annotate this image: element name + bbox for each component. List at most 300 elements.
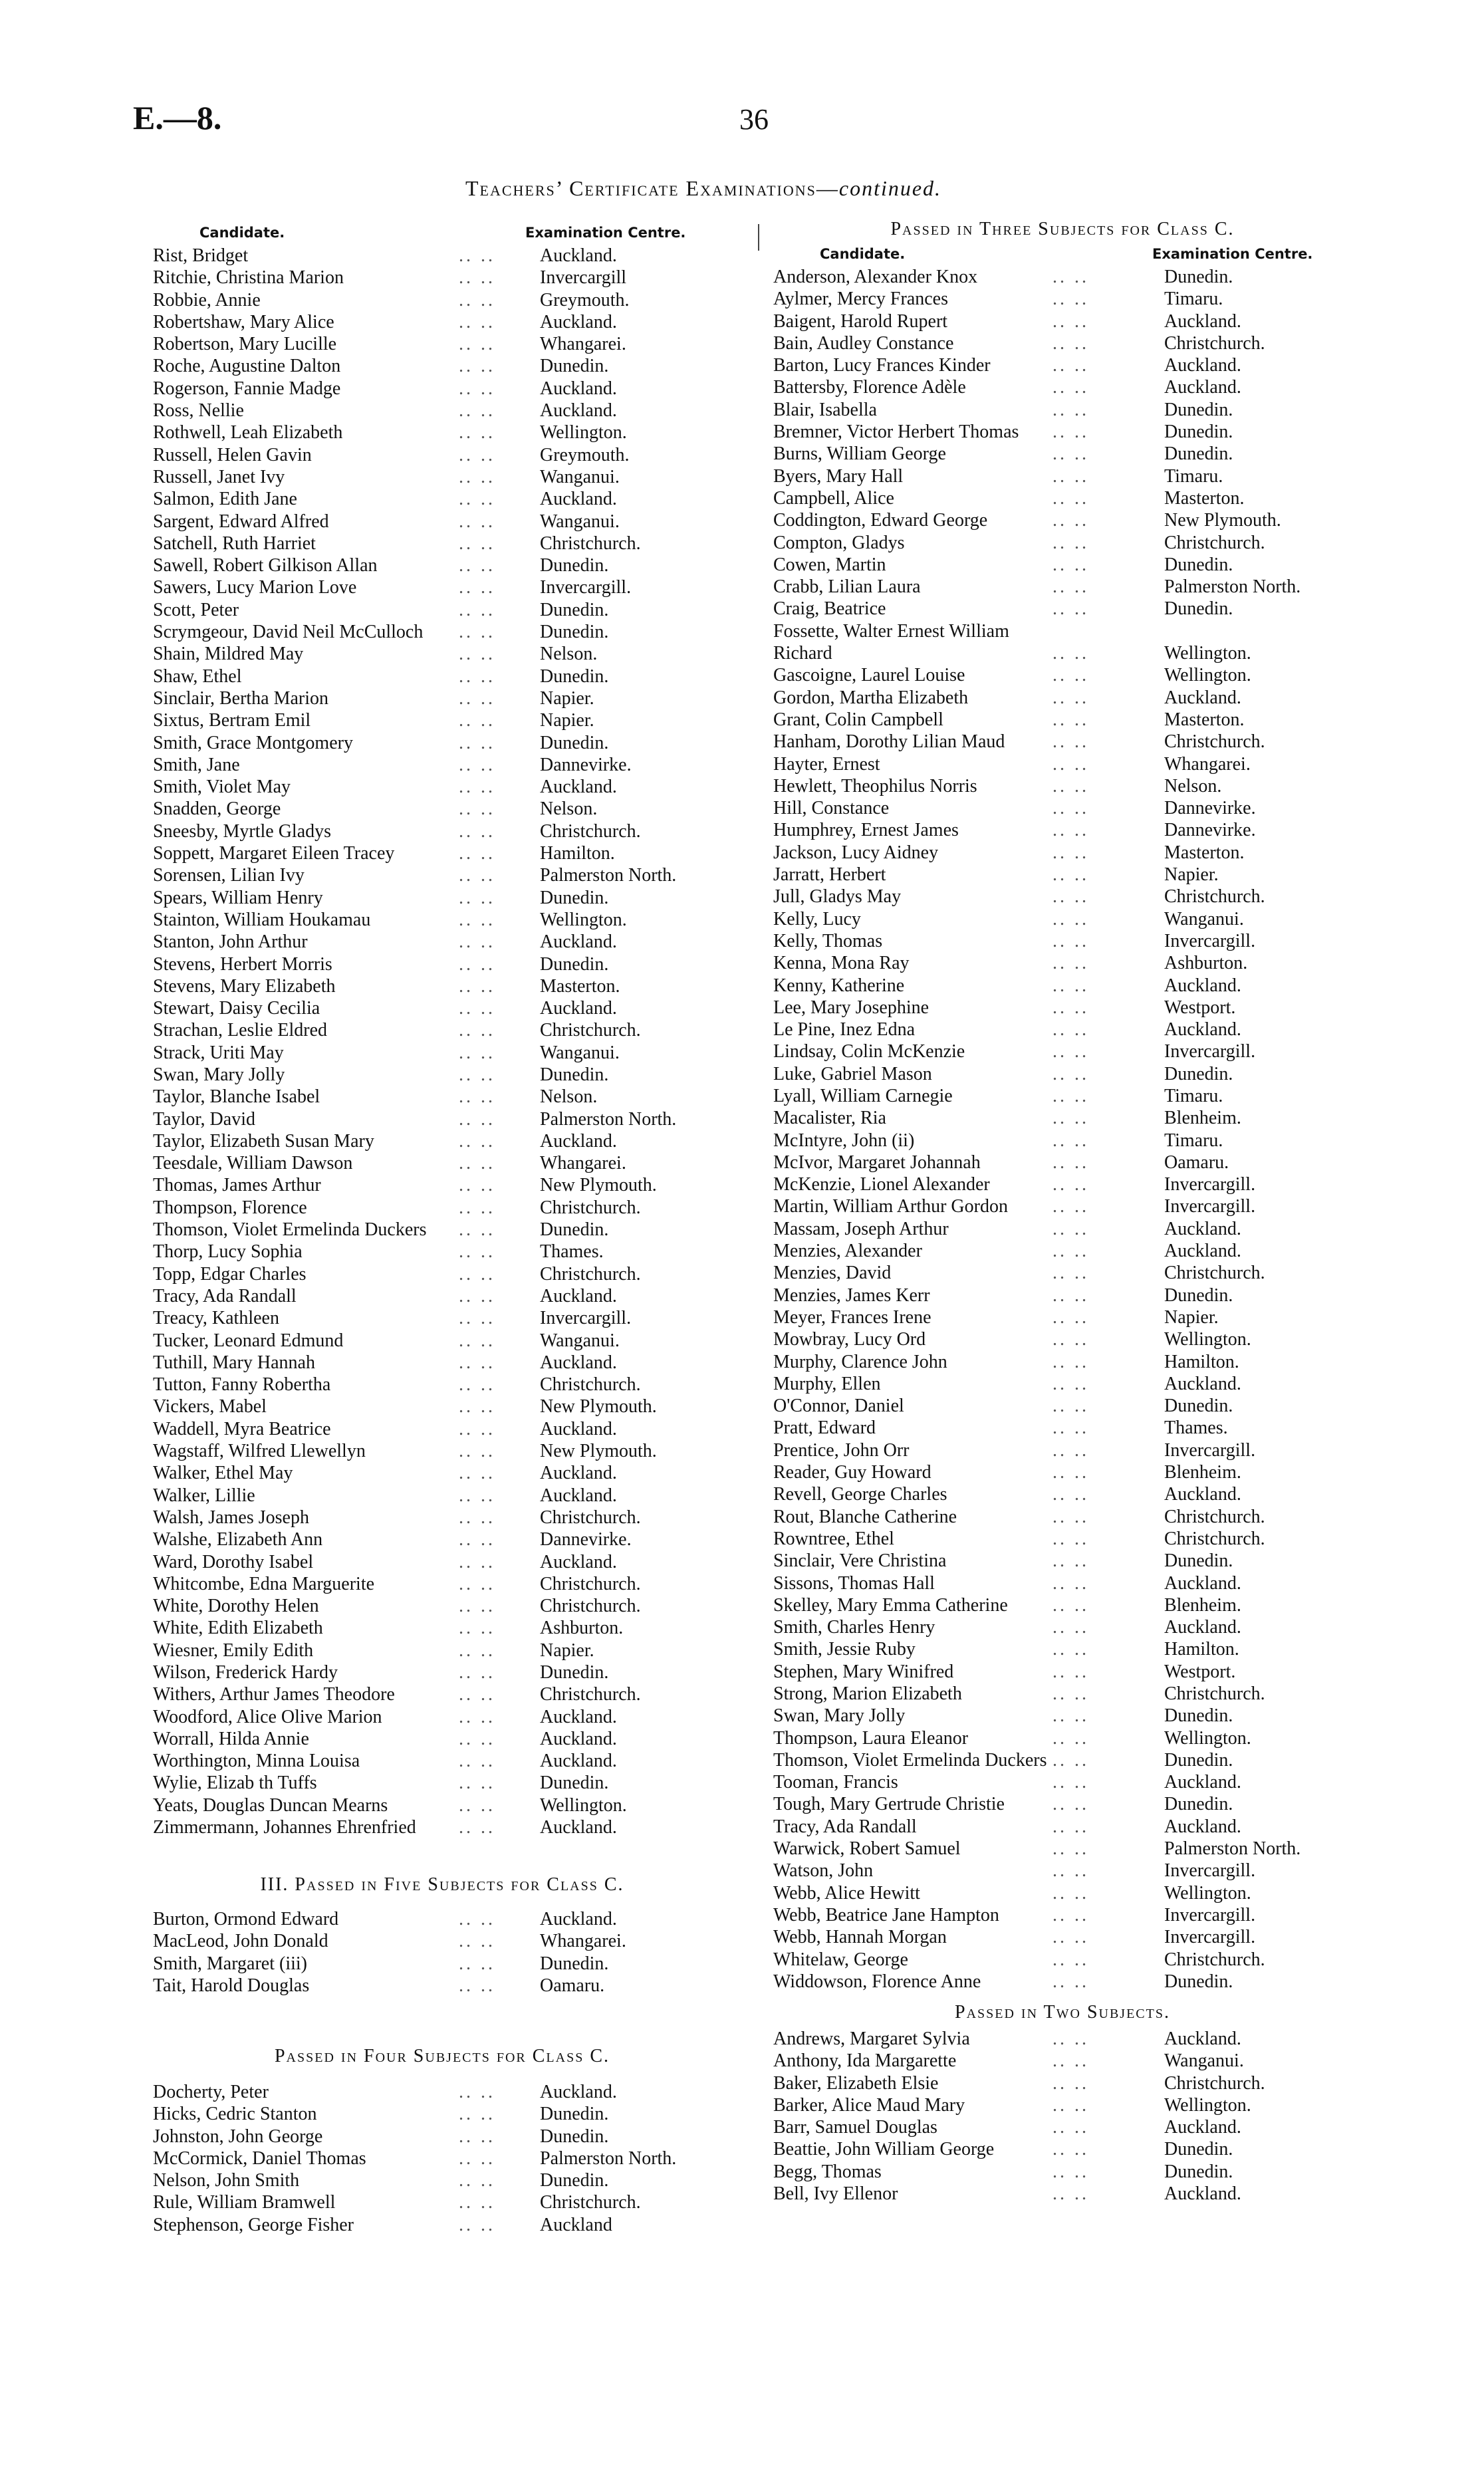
candidate-name: Lindsay, Colin McKenzie [773, 1041, 965, 1062]
candidate-name: Bain, Audley Constance [773, 332, 954, 354]
leader-dots: .. .. [459, 2170, 495, 2191]
examination-centre: Auckland [540, 2214, 612, 2235]
examination-centre: Auckland. [540, 1751, 617, 1772]
examination-centre: Dunedin. [540, 953, 609, 975]
list-item [773, 1041, 1352, 1062]
candidate-name: Rogerson, Fannie Madge [153, 378, 341, 399]
candidate-name: Smith, Grace Montgomery [153, 732, 353, 753]
list-item [773, 775, 1352, 797]
candidate-name: Teesdale, William Dawson [153, 1153, 353, 1174]
list-item [153, 355, 731, 377]
examination-centre: Hamilton. [1164, 1639, 1239, 1660]
leader-dots: .. .. [1052, 2029, 1089, 2049]
candidate-name: Crabb, Lilian Laura [773, 576, 921, 598]
examination-centre: Nelson. [540, 1086, 598, 1108]
list-item [153, 1930, 731, 1952]
leader-dots: .. .. [459, 1931, 495, 1952]
list-item [153, 975, 731, 997]
leader-dots: .. .. [459, 1197, 495, 1218]
leader-dots: .. .. [1052, 1019, 1089, 1041]
candidate-name: Lyall, William Carnegie [773, 1085, 953, 1106]
list-item [153, 1662, 731, 1683]
examination-centre: Dunedin. [540, 2126, 609, 2147]
candidate-name: Bremner, Victor Herbert Thomas [773, 422, 1019, 443]
examination-centre: Hamilton. [540, 843, 615, 864]
leader-dots: .. .. [1052, 1594, 1089, 1616]
leader-dots: .. .. [1052, 1794, 1089, 1815]
leader-dots: .. .. [459, 599, 495, 620]
examination-centre: Auckland. [540, 1285, 617, 1306]
leader-dots: .. .. [1052, 1927, 1089, 1948]
list-item [153, 378, 731, 400]
list-item [153, 887, 731, 909]
list-item [773, 975, 1352, 997]
list-item [153, 1130, 731, 1152]
leader-dots: .. .. [459, 1485, 495, 1506]
examination-centre: Dunedin. [540, 1773, 609, 1794]
leader-dots: .. .. [459, 1086, 495, 1108]
list-item [773, 399, 1352, 421]
candidate-name: Strong, Marion Elizabeth [773, 1683, 962, 1704]
examination-centre: Blenheim. [1164, 1594, 1241, 1616]
leader-dots: .. .. [1052, 2139, 1089, 2160]
candidate-name: Meyer, Frances Irene [773, 1306, 931, 1328]
examination-centre: Christchurch. [1164, 1506, 1265, 1527]
list-item [773, 1838, 1352, 1860]
leader-dots: .. .. [1052, 665, 1089, 686]
examination-centre: Invercargill. [1164, 1860, 1256, 1882]
list-item [153, 709, 731, 731]
list-item [773, 1373, 1352, 1395]
candidate-name: Murphy, Clarence John [773, 1351, 947, 1372]
examination-centre: Dunedin. [1164, 1705, 1233, 1727]
list-item [153, 576, 731, 598]
list-item [773, 1528, 1352, 1550]
candidate-name: Treacy, Kathleen [153, 1308, 279, 1329]
leader-dots: .. .. [459, 644, 495, 665]
list-item [773, 1661, 1352, 1683]
leader-dots: .. .. [1052, 1418, 1089, 1439]
list-item [153, 1816, 731, 1838]
candidate-name: Swan, Mary Jolly [153, 1064, 285, 1085]
leader-dots: .. .. [459, 1441, 495, 1462]
leader-dots: .. .. [1052, 2183, 1089, 2205]
leader-dots: .. .. [1052, 1971, 1089, 1992]
candidate-name: Burton, Ormond Edward [153, 1909, 339, 1929]
list-item [153, 1108, 731, 1130]
list-item [773, 1550, 1352, 1572]
candidate-name: Stewart, Daisy Cecilia [153, 998, 320, 1019]
list-item [773, 1019, 1352, 1041]
candidate-name: Humphrey, Ernest James [773, 820, 959, 841]
candidate-name: Byers, Mary Hall [773, 465, 904, 487]
leader-dots: .. .. [1052, 1218, 1089, 1239]
candidate-name: Docherty, Peter [153, 2082, 269, 2102]
list-item [773, 886, 1352, 908]
list-item [153, 1551, 731, 1573]
leader-dots: .. .. [1052, 1705, 1089, 1727]
candidate-name: Anderson, Alexander Knox [773, 267, 978, 287]
leader-dots: .. .. [459, 1020, 495, 1041]
three-subjects-rows [773, 266, 1352, 1993]
candidate-name: Walker, Lillie [153, 1485, 255, 1506]
list-item [773, 1085, 1352, 1107]
list-item [773, 1130, 1352, 1152]
examination-centre: Christchurch. [540, 820, 641, 842]
examination-centre: New Plymouth. [540, 1441, 657, 1462]
candidate-name: Sneesby, Myrtle Gladys [153, 820, 332, 842]
candidate-name: Menzies, James Kerr [773, 1285, 930, 1306]
candidate-name: Walsh, James Joseph [153, 1507, 309, 1528]
list-item [153, 444, 731, 466]
list-item [773, 753, 1352, 775]
candidate-name: White, Dorothy Helen [153, 1596, 319, 1617]
candidate-name: Scrymgeour, David Neil McCulloch [153, 622, 424, 643]
leader-dots: .. .. [459, 1953, 495, 1974]
candidate-name: Smith, Jessie Ruby [773, 1639, 916, 1660]
candidate-name: Withers, Arthur James Theodore [153, 1684, 395, 1705]
list-item [153, 754, 731, 776]
list-item [153, 732, 731, 754]
list-item [773, 930, 1352, 952]
leader-dots: .. .. [459, 289, 495, 310]
leader-dots: .. .. [1052, 1550, 1089, 1572]
leader-dots: .. .. [459, 356, 495, 377]
list-item [773, 1705, 1352, 1727]
candidate-name: Rule, William Bramwell [153, 2192, 336, 2213]
leader-dots: .. .. [459, 710, 495, 731]
list-item [773, 465, 1352, 487]
candidate-name: Smith, Violet May [153, 777, 291, 798]
examination-centre: Masterton. [1164, 842, 1245, 863]
leader-dots: .. .. [1052, 1108, 1089, 1129]
leader-dots: .. .. [1052, 820, 1089, 841]
examination-centre: Auckland. [540, 1352, 617, 1373]
list-item [153, 599, 731, 621]
candidate-name: Macalister, Ria [773, 1108, 886, 1129]
candidate-name: Revell, George Charles [773, 1484, 947, 1505]
list-item [773, 1882, 1352, 1904]
examination-centre: Dunedin. [1164, 1749, 1233, 1771]
examination-centre: Auckland. [1164, 2029, 1241, 2049]
page-title [465, 176, 941, 201]
leader-dots: .. .. [459, 1042, 495, 1063]
candidate-name: Barr, Samuel Douglas [773, 2117, 937, 2138]
examination-centre: Napier. [540, 687, 594, 709]
examination-centre: Auckland. [540, 931, 617, 953]
list-item [153, 1418, 731, 1440]
examination-centre: Christchurch. [1164, 731, 1265, 753]
list-item [773, 554, 1352, 576]
candidate-name: Webb, Beatrice Jane Hampton [773, 1904, 999, 1925]
examination-centre: Thames. [540, 1241, 604, 1263]
examination-centre: Wanganui. [540, 466, 620, 487]
candidate-name: Walker, Ethel May [153, 1463, 293, 1484]
leader-dots: .. .. [459, 1551, 495, 1572]
candidate-name: Barker, Alice Maud Mary [773, 2094, 965, 2116]
candidate-name: Grant, Colin Campbell [773, 709, 943, 730]
list-item [153, 1750, 731, 1772]
examination-centre: Masterton. [1164, 487, 1245, 509]
leader-dots: .. .. [459, 2148, 495, 2169]
examination-centre: Wellington. [1164, 643, 1251, 664]
list-item [773, 1949, 1352, 1971]
examination-centre: Napier. [540, 710, 594, 731]
examination-centre: Christchurch. [540, 1197, 641, 1218]
examination-centre: Oamaru. [1164, 1152, 1229, 1173]
list-item [773, 509, 1352, 531]
examination-centre: Christchurch. [540, 1596, 641, 1617]
examination-centre: Auckland. [1164, 355, 1241, 376]
list-item [773, 376, 1352, 398]
examination-centre: Dunedin. [1164, 267, 1233, 287]
leader-dots: .. .. [1052, 2117, 1089, 2138]
list-item [153, 2214, 731, 2236]
candidate-name: Sawell, Robert Gilkison Allan [153, 555, 378, 576]
examination-centre: Christchurch. [540, 1374, 641, 1396]
list-item [153, 643, 731, 665]
leader-dots: .. .. [1052, 864, 1089, 886]
candidate-name: Prentice, John Orr [773, 1439, 910, 1461]
candidate-name: Thomas, James Arthur [153, 1175, 321, 1196]
leader-dots: .. .. [1052, 510, 1089, 531]
candidate-name: McIvor, Margaret Johannah [773, 1152, 981, 1173]
examination-centre: Invercargill [540, 267, 627, 289]
list-item [153, 422, 731, 443]
candidate-name: Widdowson, Florence Anne [773, 1971, 981, 1992]
examination-centre: Wellington. [1164, 2094, 1251, 2116]
examination-centre: Masterton. [1164, 709, 1245, 730]
examination-centre: Napier. [1164, 864, 1219, 886]
leader-dots: .. .. [1052, 1639, 1089, 1660]
leader-dots: .. .. [1052, 1572, 1089, 1594]
examination-centre: Whangarei. [540, 334, 626, 355]
list-item [773, 266, 1352, 288]
candidate-name: Skelley, Mary Emma Catherine [773, 1594, 1008, 1616]
list-item [773, 1926, 1352, 1948]
page-ref: E.—8. [133, 99, 222, 136]
leader-dots: .. .. [459, 400, 495, 422]
examination-centre: Invercargill. [1164, 1927, 1256, 1948]
leader-dots: .. .. [1052, 598, 1089, 620]
examination-centre: Auckland. [540, 1418, 617, 1439]
candidate-name: Stanton, John Arthur [153, 931, 308, 953]
candidate-name: Bell, Ivy Ellenor [773, 2183, 898, 2205]
candidate-name: Webb, Alice Hewitt [773, 1882, 920, 1904]
examination-centre: Auckland. [540, 1463, 617, 1484]
examination-centre: Ashburton. [1164, 953, 1248, 974]
leader-dots: .. .. [459, 732, 495, 753]
leader-dots: .. .. [1052, 953, 1089, 974]
examination-centre: Timaru. [1164, 1085, 1223, 1106]
examination-centre: Nelson. [540, 799, 598, 820]
candidate-name: Robertshaw, Mary Alice [153, 311, 334, 332]
candidate-name: Worthington, Minna Louisa [153, 1751, 360, 1772]
leader-dots: .. .. [459, 1374, 495, 1396]
leader-dots: .. .. [459, 1751, 495, 1772]
list-item [773, 1395, 1352, 1417]
candidate-name: Vickers, Mabel [153, 1396, 267, 1418]
leader-dots: .. .. [1052, 443, 1089, 465]
examination-centre: Dunedin. [540, 887, 609, 908]
leader-dots: .. .. [1052, 2072, 1089, 2094]
candidate-name: Tuthill, Mary Hannah [153, 1352, 315, 1373]
candidate-name: Sinclair, Vere Christina [773, 1550, 947, 1572]
leader-dots: .. .. [1052, 554, 1089, 575]
candidate-name: Robertson, Mary Lucille [153, 334, 337, 355]
examination-centre: Dunedin. [540, 1662, 609, 1683]
leader-dots: .. .. [1052, 1528, 1089, 1549]
examination-centre: Auckland. [540, 998, 617, 1019]
leader-dots: .. .. [459, 1728, 495, 1749]
list-item [153, 1595, 731, 1617]
leader-dots: .. .. [1052, 1263, 1089, 1284]
leader-dots: .. .. [1052, 310, 1089, 332]
leader-dots: .. .. [1052, 1196, 1089, 1217]
list-item [153, 1086, 731, 1108]
examination-centre: Christchurch. [540, 2192, 641, 2213]
leader-dots: .. .. [1052, 2161, 1089, 2182]
leader-dots: .. .. [459, 1640, 495, 1661]
two-subjects-rows [773, 2028, 1352, 2205]
leader-dots: .. .. [459, 1596, 495, 1617]
candidate-name: Woodford, Alice Olive Marion [153, 1706, 382, 1727]
candidate-name: Menzies, Alexander [773, 1241, 922, 1262]
candidate-name: Thompson, Florence [153, 1197, 307, 1218]
examination-centre: Dannevirke. [540, 754, 632, 775]
candidate-name: McKenzie, Lionel Alexander [773, 1174, 990, 1195]
examination-centre: Greymouth. [540, 444, 630, 465]
list-item [153, 621, 731, 643]
page-title-italic: continued. [838, 176, 942, 200]
right-column-header [773, 245, 1352, 266]
leader-dots: .. .. [459, 865, 495, 886]
examination-centre: Christchurch. [1164, 332, 1265, 354]
candidate-name: Jackson, Lucy Aidney [773, 842, 939, 863]
leader-dots: .. .. [1052, 1749, 1089, 1771]
candidate-name: Gordon, Martha Elizabeth [773, 687, 969, 708]
leader-dots: .. .. [1052, 1484, 1089, 1505]
examination-centre: Auckland. [1164, 975, 1241, 996]
leader-dots: .. .. [459, 378, 495, 399]
examination-centre: Dunedin. [540, 666, 609, 687]
candidate-name: Rist, Bridget [153, 245, 249, 266]
examination-centre: Invercargill. [1164, 1904, 1256, 1925]
leader-dots: .. .. [459, 555, 495, 576]
candidate-name: Scott, Peter [153, 599, 239, 620]
leader-dots: .. .. [1052, 1838, 1089, 1860]
list-item [773, 2116, 1352, 2138]
candidate-name: Spears, William Henry [153, 887, 323, 908]
list-item [773, 1860, 1352, 1882]
candidate-name: Sixtus, Bertram Emil [153, 710, 311, 731]
leader-dots: .. .. [1052, 377, 1089, 398]
leader-dots: .. .. [1052, 1351, 1089, 1372]
candidate-name: Smith, Margaret (iii) [153, 1953, 307, 1974]
list-item [153, 1908, 731, 1930]
candidate-name: Zimmermann, Johannes Ehrenfried [153, 1817, 416, 1838]
leader-dots: .. .. [459, 2104, 495, 2125]
leader-dots: .. .. [1052, 1506, 1089, 1527]
centre-header: Examination Centre. [525, 225, 686, 241]
candidate-name: Hanham, Dorothy Lilian Maud [773, 731, 1005, 753]
examination-centre: Auckland. [1164, 687, 1241, 708]
candidate-name: Anthony, Ida Margarette [773, 2050, 957, 2072]
leader-dots: .. .. [1052, 687, 1089, 708]
candidate-name: Wylie, Elizab th Tuffs [153, 1773, 317, 1794]
examination-centre: Auckland. [540, 1817, 617, 1838]
candidate-name: Thompson, Laura Eleanor [773, 1727, 969, 1749]
candidate-name: Wagstaff, Wilfred Llewellyn [153, 1441, 366, 1462]
examination-centre: Dunedin. [1164, 1794, 1233, 1815]
list-item [153, 1064, 731, 1086]
leader-dots: .. .. [459, 1507, 495, 1528]
list-item [773, 1594, 1352, 1616]
candidate-name: Russell, Helen Gavin [153, 444, 312, 465]
candidate-name: Rothwell, Leah Elizabeth [153, 422, 343, 443]
examination-centre: Christchurch. [540, 1684, 641, 1705]
leader-dots: .. .. [1052, 1683, 1089, 1704]
examination-centre: Dunedin. [540, 356, 609, 377]
examination-centre: Palmerston North. [1164, 1838, 1301, 1860]
leader-dots: .. .. [1052, 1860, 1089, 1882]
list-item [773, 731, 1352, 753]
candidate-name: Whitelaw, George [773, 1949, 908, 1970]
candidate-name: Menzies, David [773, 1263, 892, 1284]
list-item [153, 997, 731, 1019]
examination-centre: Dunedin. [1164, 1550, 1233, 1572]
leader-dots: .. .. [459, 887, 495, 908]
list-item [773, 1749, 1352, 1771]
examination-centre: Auckland. [1164, 1572, 1241, 1594]
list-item [773, 288, 1352, 310]
examination-centre: Auckland. [540, 1728, 617, 1749]
leader-dots: .. .. [1052, 1439, 1089, 1461]
list-item [773, 2094, 1352, 2116]
list-item [153, 1241, 731, 1263]
leader-dots: .. .. [1052, 1661, 1089, 1682]
candidate-name: Pratt, Edward [773, 1418, 876, 1439]
leader-dots: .. .. [459, 820, 495, 842]
list-item [153, 1263, 731, 1285]
leader-dots: .. .. [459, 245, 495, 266]
leader-dots: .. .. [459, 267, 495, 289]
list-item [773, 1218, 1352, 1240]
list-item [773, 1262, 1352, 1284]
examination-centre: Auckland. [1164, 1019, 1241, 1041]
list-item [773, 1195, 1352, 1217]
list-item [773, 2050, 1352, 2072]
candidate-name: Waddell, Myra Beatrice [153, 1418, 331, 1439]
list-item [153, 1706, 731, 1728]
candidate-name: Kenny, Katherine [773, 975, 905, 996]
list-item [153, 2126, 731, 2148]
candidate-name: Ritchie, Christina Marion [153, 267, 344, 289]
examination-centre: Wellington. [1164, 1329, 1251, 1350]
examination-centre: Wellington. [1164, 665, 1251, 686]
left-rows [153, 245, 731, 1838]
examination-centre: Whangarei. [1164, 753, 1251, 775]
candidate-name: Stephen, Mary Winifred [773, 1661, 954, 1682]
examination-centre: Auckland. [540, 378, 617, 399]
list-item [153, 1396, 731, 1418]
list-item [773, 908, 1352, 930]
candidate-name: Wilson, Frederick Hardy [153, 1662, 338, 1683]
list-item [773, 642, 1352, 664]
examination-centre: Palmerston North. [540, 865, 677, 886]
candidate-name: Rowntree, Ethel [773, 1528, 894, 1549]
candidate-name: Baker, Elizabeth Elsie [773, 2072, 939, 2094]
